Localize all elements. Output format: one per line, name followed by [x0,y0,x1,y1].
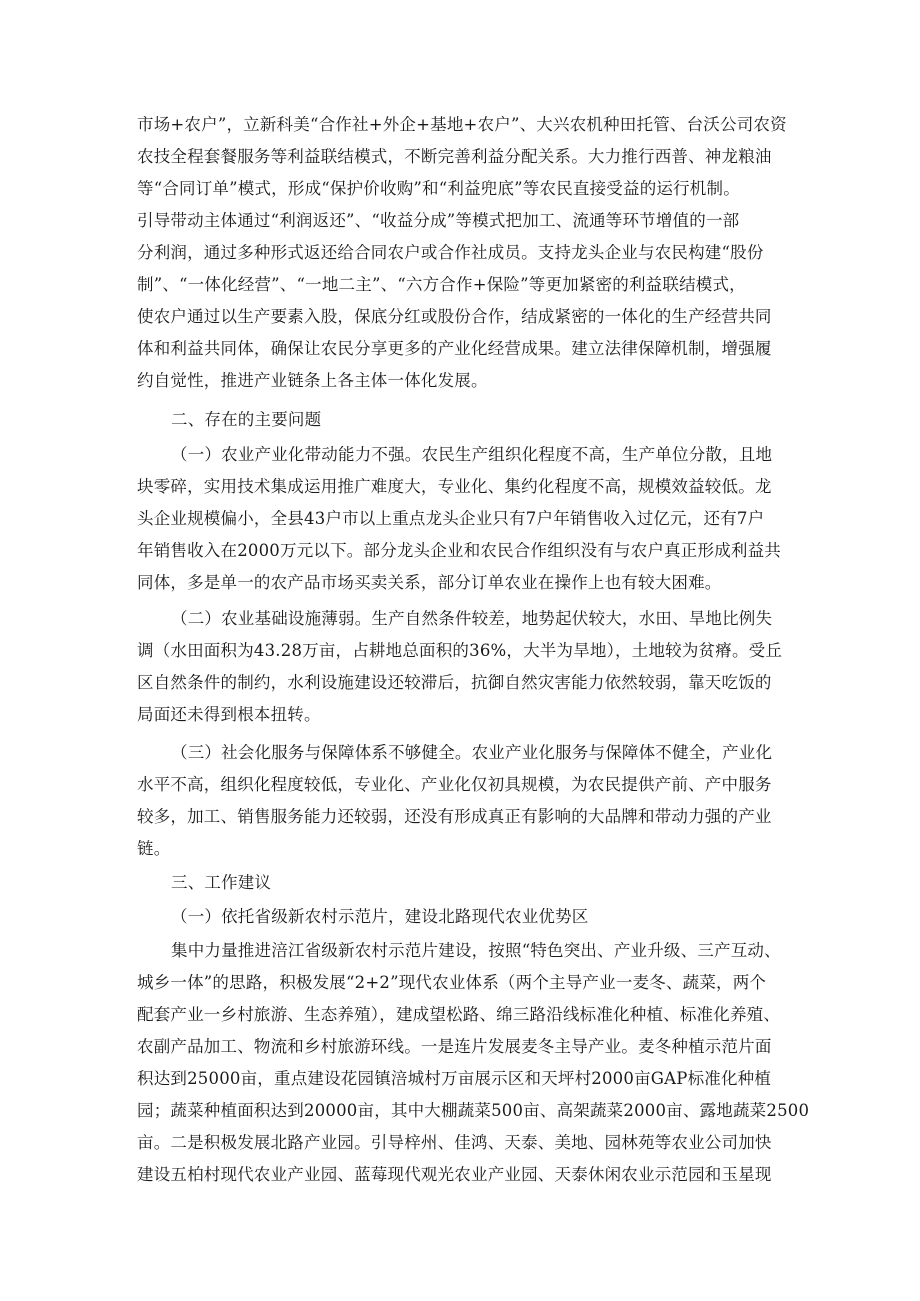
paragraph-line: 使农户通过以生产要素入股，保底分红或股份合作，结成紧密的一体化的生产经营共同 [137,307,772,326]
section-heading: 三、工作建议 [171,873,272,892]
paragraph-line: 体和利益共同体，确保让农民分享更多的产业化经营成果。建立法律保障机制，增强履 [137,339,772,358]
section-heading: 二、存在的主要问题 [171,410,322,429]
paragraph-line: （一）农业产业化带动能力不强。农民生产组织化程度不高，生产单位分散，且地 [171,445,773,464]
paragraph-line: 亩。二是积极发展北路产业园。引导梓州、佳鸿、天泰、美地、园林苑等农业公司加快 [137,1133,772,1152]
paragraph-line: 城乡一体”的思路，积极发展“2+2”现代农业体系（两个主导产业一麦冬、蔬菜，两个 [137,973,767,992]
paragraph-line: 引导带动主体通过“利润返还”、“收益分成”等模式把加工、流通等环节增值的一部 [137,211,740,230]
paragraph-line: 年销售收入在2000万元以下。部分龙头企业和农民合作组织没有与农户真正形成利益共 [137,541,781,560]
paragraph-line: 农技全程套餐服务等利益联结模式，不断完善利益分配关系。大力推行西普、神龙粮油 [137,147,772,166]
paragraph-line: 块零碎，实用技术集成运用推广难度大，专业化、集约化程度不高，规模效益较低。龙 [137,477,772,496]
paragraph-line: 建设五柏村现代农业产业园、蓝莓现代观光农业产业园、天泰休闲农业示范园和玉星现 [137,1165,772,1184]
paragraph-line: 市场+农户”，立新科美“合作社+外企+基地+农户”、大兴农机种田托管、台沃公司农资 [137,115,787,134]
paragraph-line: 集中力量推进涪江省级新农村示范片建设，按照“特色突出、产业升级、三产互动、 [171,941,781,960]
paragraph-line: 分利润，通过多种形式返还给合同农户或合作社成员。支持龙头企业与农民构建“股份 [137,243,764,262]
paragraph-line: 链。 [137,839,171,858]
paragraph-line: 区自然条件的制约，水利设施建设还较滞后，抗御自然灾害能力依然较弱，靠天吃饭的 [137,673,772,692]
paragraph-line: 水平不高，组织化程度较低，专业化、产业化仅初具规模，为农民提供产前、产中服务 [137,775,772,794]
paragraph-line: 较多，加工、销售服务能力还较弱，还没有形成真正有影响的大品牌和带动力强的产业 [137,807,772,826]
paragraph-line: 同体，多是单一的农产品市场买卖关系，部分订单农业在操作上也有较大困难。 [137,573,722,592]
paragraph-line: 配套产业一乡村旅游、生态养殖），建成望松路、绵三路沿线标准化种植、标准化养殖、 [137,1005,781,1024]
paragraph-line: 局面还未得到根本扭转。 [137,705,321,724]
paragraph-line: 约自觉性，推进产业链条上各主体一体化发展。 [137,371,488,390]
paragraph-line: 农副产品加工、物流和乡村旅游环线。一是连片发展麦冬主导产业。麦冬种植示范片面 [137,1037,772,1056]
paragraph-line: 头企业规模偏小，全县43户市以上重点龙头企业只有7户年销售收入过亿元，还有7户 [137,509,765,528]
paragraph-line: （三）社会化服务与保障体系不够健全。农业产业化服务与保障体不健全，产业化 [171,743,773,762]
paragraph-line: 园；蔬菜种植面积达到20000亩，其中大棚蔬菜500亩、高架蔬菜2000亩、露地蔬菜2500 [137,1101,810,1120]
paragraph-line: 调（水田面积为43.28万亩，占耕地总面积的36%，大半为旱地），土地较为贫瘠。受丘 [137,641,783,660]
paragraph-line: 制”、“一体化经营”、“一地二主”、“六方合作+保险”等更加紧密的利益联结模式， [137,275,746,294]
paragraph-line: 积达到25000亩，重点建设花园镇涪城村万亩展示区和天坪村2000亩GAP标准化种植 [137,1069,772,1088]
subsection-heading: （一）依托省级新农村示范片，建设北路现代农业优势区 [171,907,589,926]
paragraph-line: 等“合同订单”模式，形成“保护价收购”和“利益兜底”等农民直接受益的运行机制。 [137,179,740,198]
paragraph-line: （二）农业基础设施薄弱。生产自然条件较差，地势起伏较大，水田、旱地比例失 [171,609,773,628]
